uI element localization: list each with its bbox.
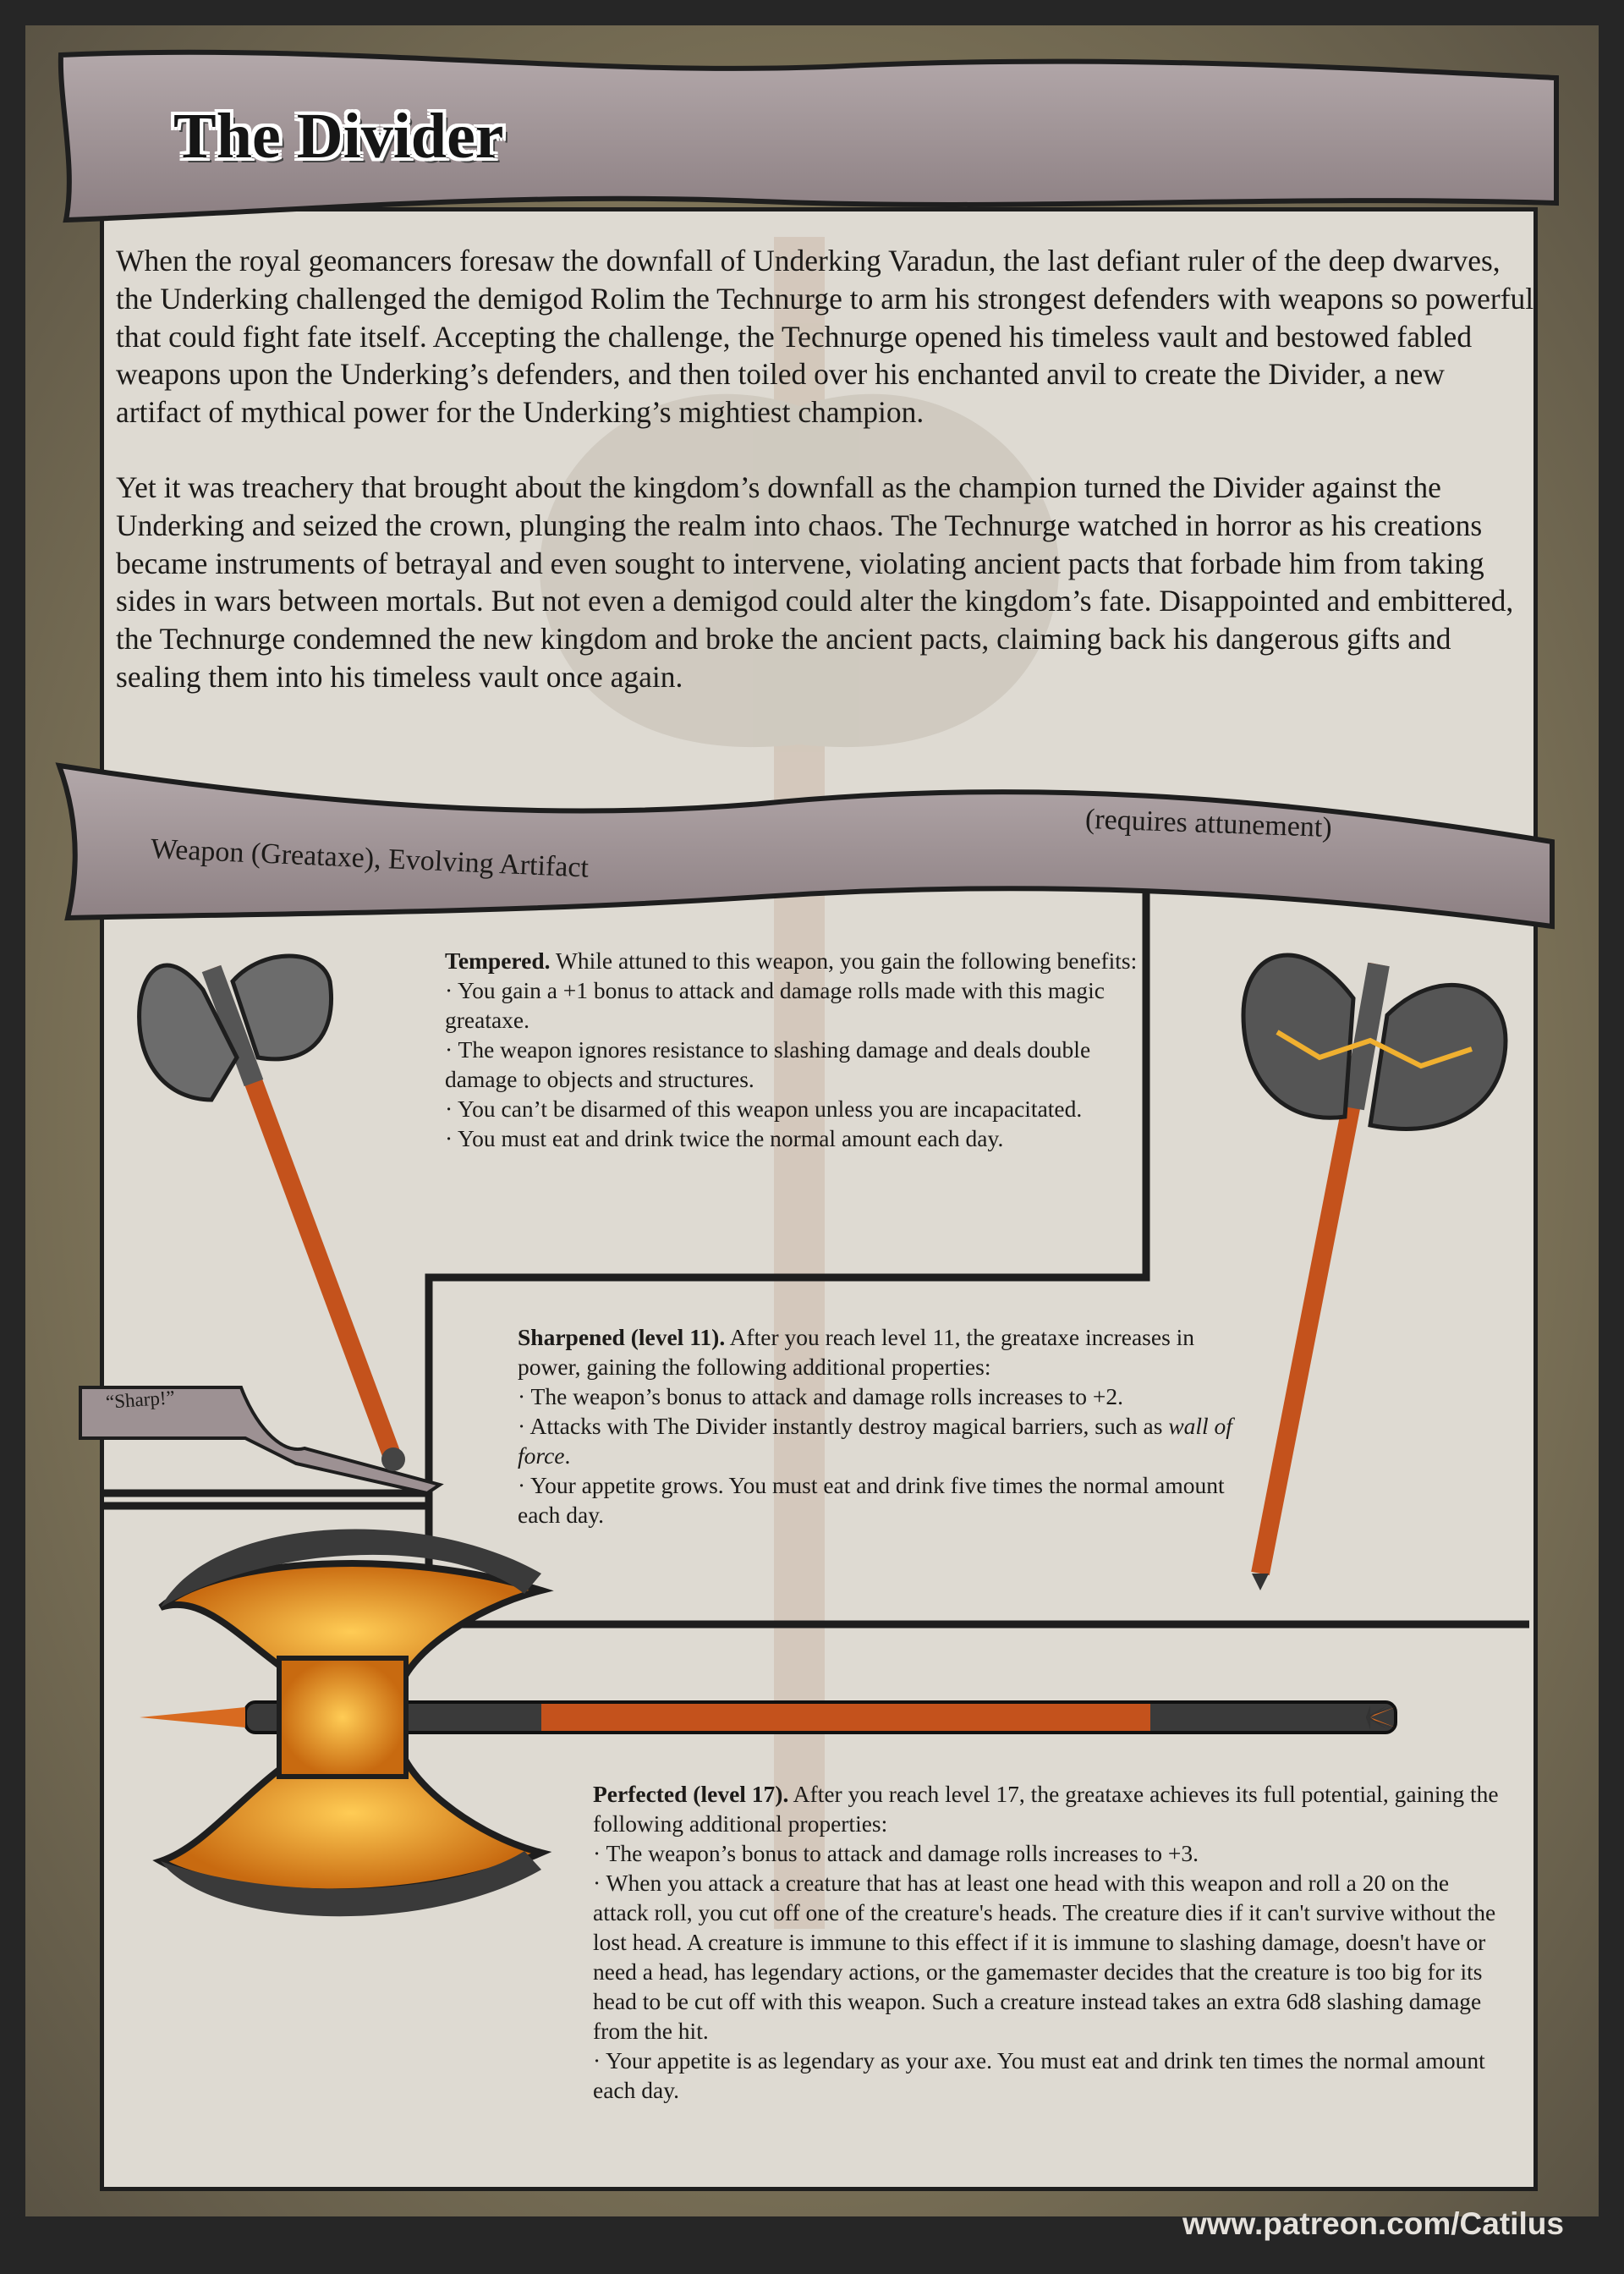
tempered-bullet: · You must eat and drink twice the normal amount each day. [445, 1125, 1004, 1151]
sharpened-axe-illustration [1243, 955, 1506, 1590]
spell-name: wall of force [518, 1413, 1232, 1469]
tempered-bullet: · You gain a +1 bonus to attack and damage rolls made with this magic greataxe. [445, 977, 1106, 1033]
bullet-text: · Attacks with The Divider instantly destroy magical barriers, such as [518, 1413, 1169, 1439]
sharpened-heading: Sharpened (level 11). [518, 1324, 726, 1350]
tempered-bullet: · You can’t be disarmed of this weapon unless you are incapacitated. [445, 1096, 1083, 1122]
sharp-label: “Sharp!” [105, 1387, 176, 1413]
sharpened-section [518, 1322, 1237, 1530]
bullet-text: . [564, 1442, 571, 1469]
perfected-intro: After you reach level 17, the greataxe achieves its full potential, gaining the following additional properties: [593, 1781, 1499, 1837]
perfected-bullet: · Your appetite is as legendary as your axe. You must eat and drink ten times the normal amount each day. [593, 2047, 1485, 2103]
tempered-intro: While attuned to this weapon, you gain the following benefits: [550, 948, 1138, 974]
item-type: Weapon (Greataxe), Evolving Artifact [150, 833, 590, 884]
perfected-bullet: · The weapon’s bonus to attack and damage rolls increases to +3. [593, 1840, 1199, 1866]
sharpened-bullet: · The weapon’s bonus to attack and damage rolls increases to +2. [518, 1383, 1124, 1409]
perfected-heading: Perfected (level 17). [593, 1781, 789, 1807]
lore-paragraph-1: When the royal geomancers foresaw the downfall of Underking Varadun, the last defiant ruler of the deep dwarves, the Underking challenged the demigod Rolim the Technurge to arm his strongest defenders with weapons so powerful that could fight fate itself. Accepting the challenge, the Technurge opened his timeless vault and bestowed fabled weapons upon the Underking’s defenders, and then toiled over his enchanted anvil to create the Divider, a new artifact of mythical power for the Underking’s mightiest champion. [116, 244, 1534, 430]
attunement-note: (requires attunement) [1084, 803, 1333, 844]
tempered-bullet: · The weapon ignores resistance to slashing damage and deals double damage to objects and structures. [445, 1036, 1091, 1092]
lore-text [116, 242, 1537, 696]
patreon-link[interactable]: www.patreon.com/Catilus [1182, 2206, 1564, 2241]
perfected-bullet: · When you attack a creature that has at least one head with this weapon and roll a 20 on the attack roll, you cut off one of the creature's heads. The creature dies if it can't survive without the lost head. A creature is immune to this effect if it is immune to slashing damage, doesn't have or need a head, has legendary actions, or the gamemaster decides that the creature is too big for its head to be cut off with this weapon. Such a creature instead takes an extra 6d8 slashing damage from the hit. [593, 1870, 1496, 2044]
page-title: The Divider [173, 101, 504, 172]
sharpened-intro: After you reach level 11, the greataxe increases in power, gaining the following additional properties: [518, 1324, 1195, 1380]
tempered-heading: Tempered. [445, 948, 551, 974]
perfected-section [593, 1779, 1506, 2105]
tempered-section [445, 946, 1138, 1153]
lore-paragraph-2: Yet it was treachery that brought about the kingdom’s downfall as the champion turned the Divider against the Underking and seized the crown, plunging the realm into chaos. The Technurge watched in horror as his creations became instruments of betrayal and even sought to intervene, violating ancient pacts that forbade him from taking sides in wars between mortals. But not even a demigod could alter the kingdom’s fate. Disappointed and embittered, the Technurge condemned the new kingdom and broke the ancient pacts, claiming back his dangerous gifts and sealing them into his timeless vault once again. [116, 470, 1514, 694]
sharpened-bullet [518, 1411, 1237, 1470]
sharpened-bullet: · Your appetite grows. You must eat and drink five times the normal amount each day. [518, 1472, 1225, 1528]
